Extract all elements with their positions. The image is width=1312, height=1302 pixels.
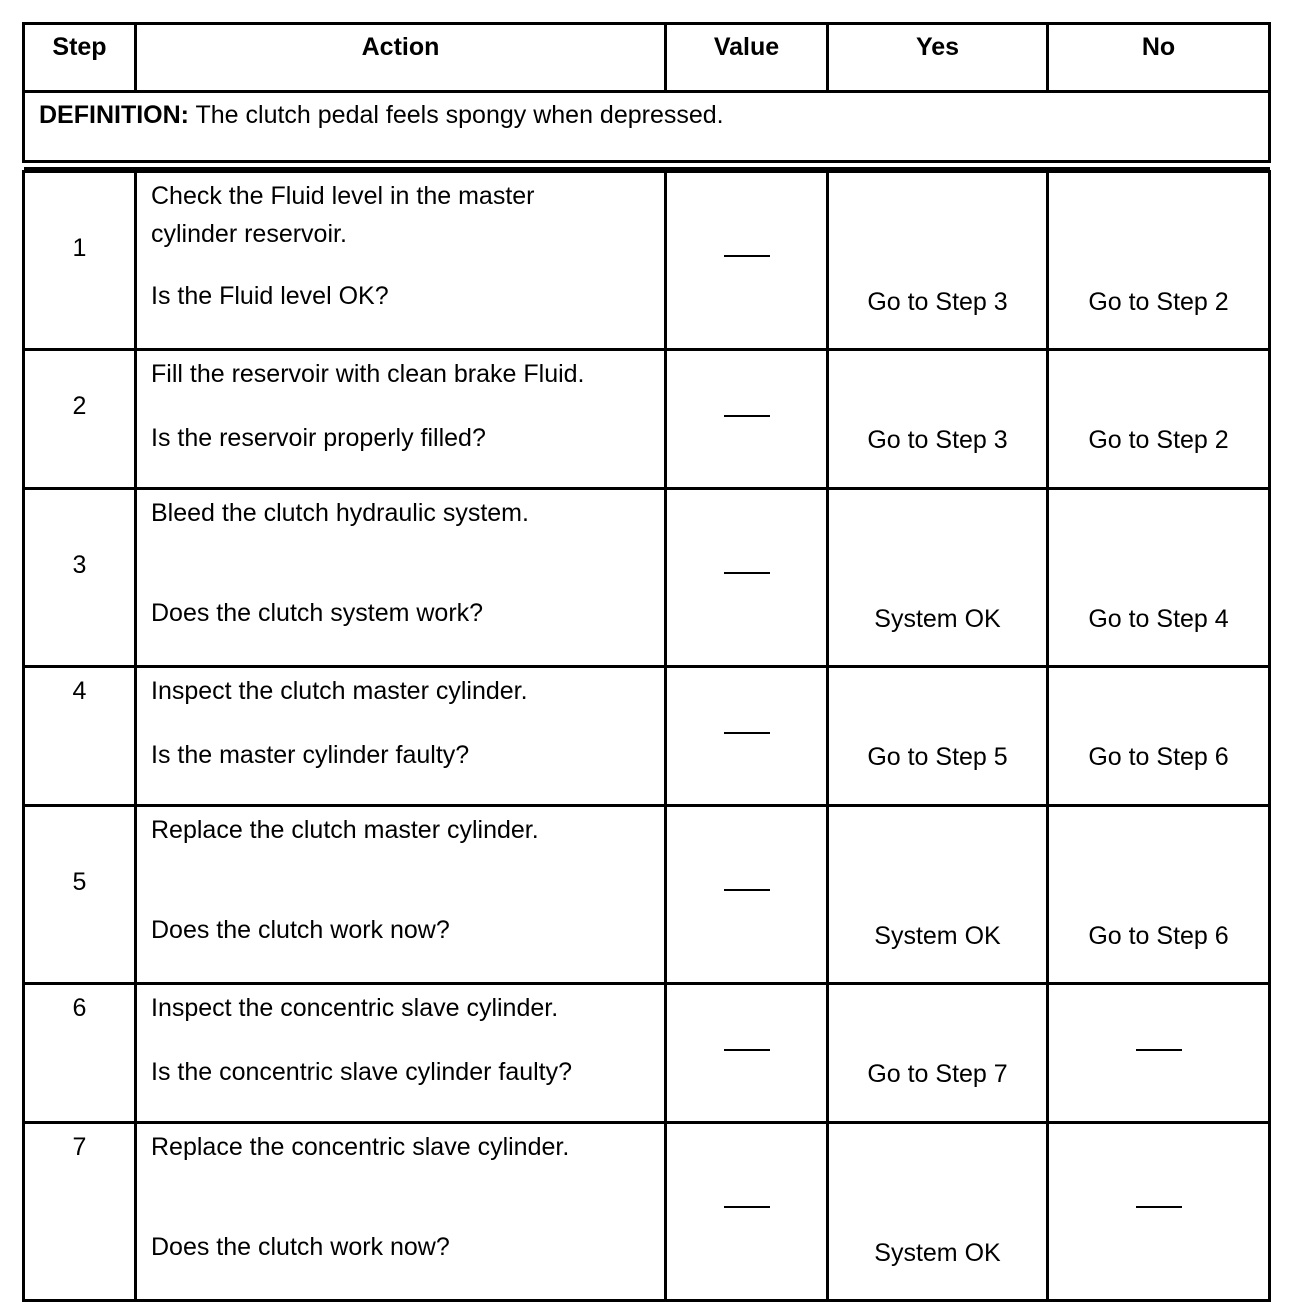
yes-cell-text: System OK [874, 605, 1001, 633]
no-cell-text: Go to Step 2 [1088, 288, 1229, 316]
yes-cell [828, 489, 1048, 667]
header-no: No [1048, 24, 1270, 92]
step-number: 3 [72, 551, 87, 579]
action-text: Inspect the concentric slave cylinder. [151, 994, 559, 1022]
dash-mark [724, 1049, 770, 1051]
yes-cell-text: Go to Step 3 [867, 288, 1008, 316]
action-cell [136, 489, 666, 667]
yes-cell-text: System OK [874, 922, 1001, 950]
definition-row [24, 92, 1270, 162]
no-cell [1048, 350, 1270, 489]
header-row [24, 24, 1270, 92]
action-question: Does the clutch system work? [151, 599, 484, 627]
header-action: Action [136, 24, 666, 92]
no-cell-text: Go to Step 2 [1088, 426, 1229, 454]
dash-mark [724, 732, 770, 734]
header-yes: Yes [828, 24, 1048, 92]
yes-cell-text: Go to Step 3 [867, 426, 1008, 454]
no-cell [1048, 806, 1270, 984]
step-number: 4 [72, 677, 87, 705]
no-cell [1048, 489, 1270, 667]
action-text: Check the Fluid level in the master [151, 182, 535, 210]
steps-table [22, 170, 1271, 1302]
action-text: cylinder reservoir. [151, 220, 347, 248]
value-cell [666, 172, 828, 350]
diagnostic-table [22, 22, 1271, 170]
yes-cell [828, 806, 1048, 984]
step-cell [24, 1123, 136, 1301]
value-cell [666, 667, 828, 806]
action-question: Does the clutch work now? [151, 1233, 450, 1261]
no-cell [1048, 984, 1270, 1123]
definition-cell [24, 92, 1270, 162]
action-text: Replace the clutch master cylinder. [151, 816, 539, 844]
step-row [24, 806, 1270, 984]
step-cell [24, 984, 136, 1123]
action-question: Is the reservoir properly filled? [151, 424, 486, 452]
separator-row [24, 162, 1270, 169]
action-question: Does the clutch work now? [151, 916, 450, 944]
step-row [24, 489, 1270, 667]
action-cell [136, 350, 666, 489]
step-cell [24, 667, 136, 806]
action-question: Is the master cylinder faulty? [151, 741, 470, 769]
step-row [24, 172, 1270, 350]
separator [24, 162, 1270, 169]
dash-mark [724, 255, 770, 257]
yes-cell-text: Go to Step 5 [867, 743, 1008, 771]
value-cell [666, 350, 828, 489]
action-question: Is the concentric slave cylinder faulty? [151, 1058, 573, 1086]
step-number: 5 [72, 868, 87, 896]
yes-cell [828, 667, 1048, 806]
yes-cell [828, 984, 1048, 1123]
no-cell [1048, 172, 1270, 350]
dash-mark [724, 1206, 770, 1208]
diagnostic-table-document [22, 22, 1268, 1302]
action-cell [136, 1123, 666, 1301]
no-cell-text: Go to Step 6 [1088, 922, 1229, 950]
value-cell [666, 984, 828, 1123]
yes-cell [828, 350, 1048, 489]
steps-body [24, 172, 1270, 1301]
step-number: 7 [72, 1133, 87, 1161]
action-text: Replace the concentric slave cylinder. [151, 1133, 570, 1161]
action-cell [136, 984, 666, 1123]
action-cell [136, 667, 666, 806]
definition-label: DEFINITION: [39, 101, 189, 129]
definition-text: The clutch pedal feels spongy when depressed. [189, 101, 724, 129]
step-number: 1 [72, 234, 87, 262]
action-text: Inspect the clutch master cylinder. [151, 677, 528, 705]
step-row [24, 667, 1270, 806]
header-step: Step [24, 24, 136, 92]
dash-mark [1136, 1049, 1182, 1051]
step-cell [24, 489, 136, 667]
yes-cell-text: Go to Step 7 [867, 1060, 1008, 1088]
yes-cell [828, 1123, 1048, 1301]
action-text: Bleed the clutch hydraulic system. [151, 499, 529, 527]
value-cell [666, 489, 828, 667]
value-cell [666, 806, 828, 984]
step-cell [24, 350, 136, 489]
step-row [24, 1123, 1270, 1301]
step-cell [24, 806, 136, 984]
header-value: Value [666, 24, 828, 92]
dash-mark [724, 572, 770, 574]
action-question: Is the Fluid level OK? [151, 282, 389, 310]
step-row [24, 350, 1270, 489]
dash-mark [724, 889, 770, 891]
step-number: 2 [72, 392, 87, 420]
no-cell-text: Go to Step 6 [1088, 743, 1229, 771]
no-cell [1048, 1123, 1270, 1301]
action-text: Fill the reservoir with clean brake Fluid. [151, 360, 585, 388]
step-row [24, 984, 1270, 1123]
no-cell [1048, 667, 1270, 806]
yes-cell [828, 172, 1048, 350]
dash-mark [1136, 1206, 1182, 1208]
action-cell [136, 806, 666, 984]
step-number: 6 [72, 994, 87, 1022]
value-cell [666, 1123, 828, 1301]
yes-cell-text: System OK [874, 1239, 1001, 1267]
action-cell [136, 172, 666, 350]
dash-mark [724, 415, 770, 417]
no-cell-text: Go to Step 4 [1088, 605, 1229, 633]
step-cell [24, 172, 136, 350]
